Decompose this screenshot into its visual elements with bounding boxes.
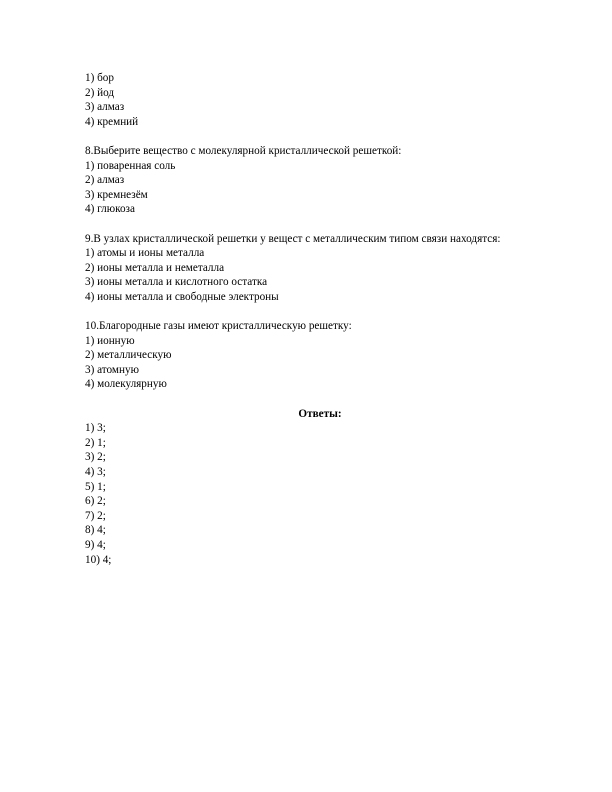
answers-section — [85, 407, 555, 568]
answer-item: 3) 2; — [85, 451, 106, 464]
question-10 — [85, 319, 555, 392]
question-7-options — [85, 71, 555, 129]
answer-item: 1) 3; — [85, 422, 106, 435]
q7-option-2: 2) йод — [85, 86, 115, 99]
answers-title: Ответы: — [298, 407, 342, 420]
answer-item: 7) 2; — [85, 509, 106, 522]
q7-option-4: 4) кремний — [85, 115, 139, 128]
q7-option-1: 1) бор — [85, 72, 114, 84]
answer-item: 8) 4; — [85, 524, 106, 537]
q8-option-1: 1) поваренная соль — [85, 159, 176, 172]
question-8 — [85, 144, 555, 217]
q8-option-3: 3) кремнезём — [85, 188, 148, 201]
answer-item: 4) 3; — [85, 466, 106, 479]
q9-option-3: 3) ионы металла и кислотного остатка — [85, 276, 268, 289]
answer-item: 9) 4; — [85, 539, 106, 551]
q7-option-3: 3) алмаз — [85, 101, 125, 114]
q10-title: 10.Благородные газы имеют кристаллическую решетку: — [85, 320, 352, 333]
question-9 — [85, 232, 555, 305]
answer-item: 10) 4; — [85, 553, 112, 566]
q10-option-4: 4) молекулярную — [85, 378, 167, 391]
q9-title: 9.В узлах кристаллической решетки у вещест с металлическим типом связи находятся: — [85, 232, 501, 245]
q9-option-4: 4) ионы металла и свободные электроны — [85, 290, 279, 303]
q8-title: 8.Выберите вещество с молекулярной кристаллической решеткой: — [85, 144, 402, 157]
answer-item: 5) 1; — [85, 480, 106, 493]
answer-item: 6) 2; — [85, 495, 106, 508]
document-page — [85, 71, 555, 567]
q10-option-2: 2) металлическую — [85, 349, 172, 362]
q8-option-4: 4) глюкоза — [85, 203, 135, 216]
q9-option-1: 1) атомы и ионы металла — [85, 247, 205, 260]
q10-option-3: 3) атомную — [85, 363, 139, 376]
q8-option-2: 2) алмаз — [85, 174, 125, 187]
q9-option-2: 2) ионы металла и неметалла — [85, 261, 225, 274]
answer-item: 2) 1; — [85, 436, 106, 449]
q10-option-1: 1) ионную — [85, 334, 135, 347]
